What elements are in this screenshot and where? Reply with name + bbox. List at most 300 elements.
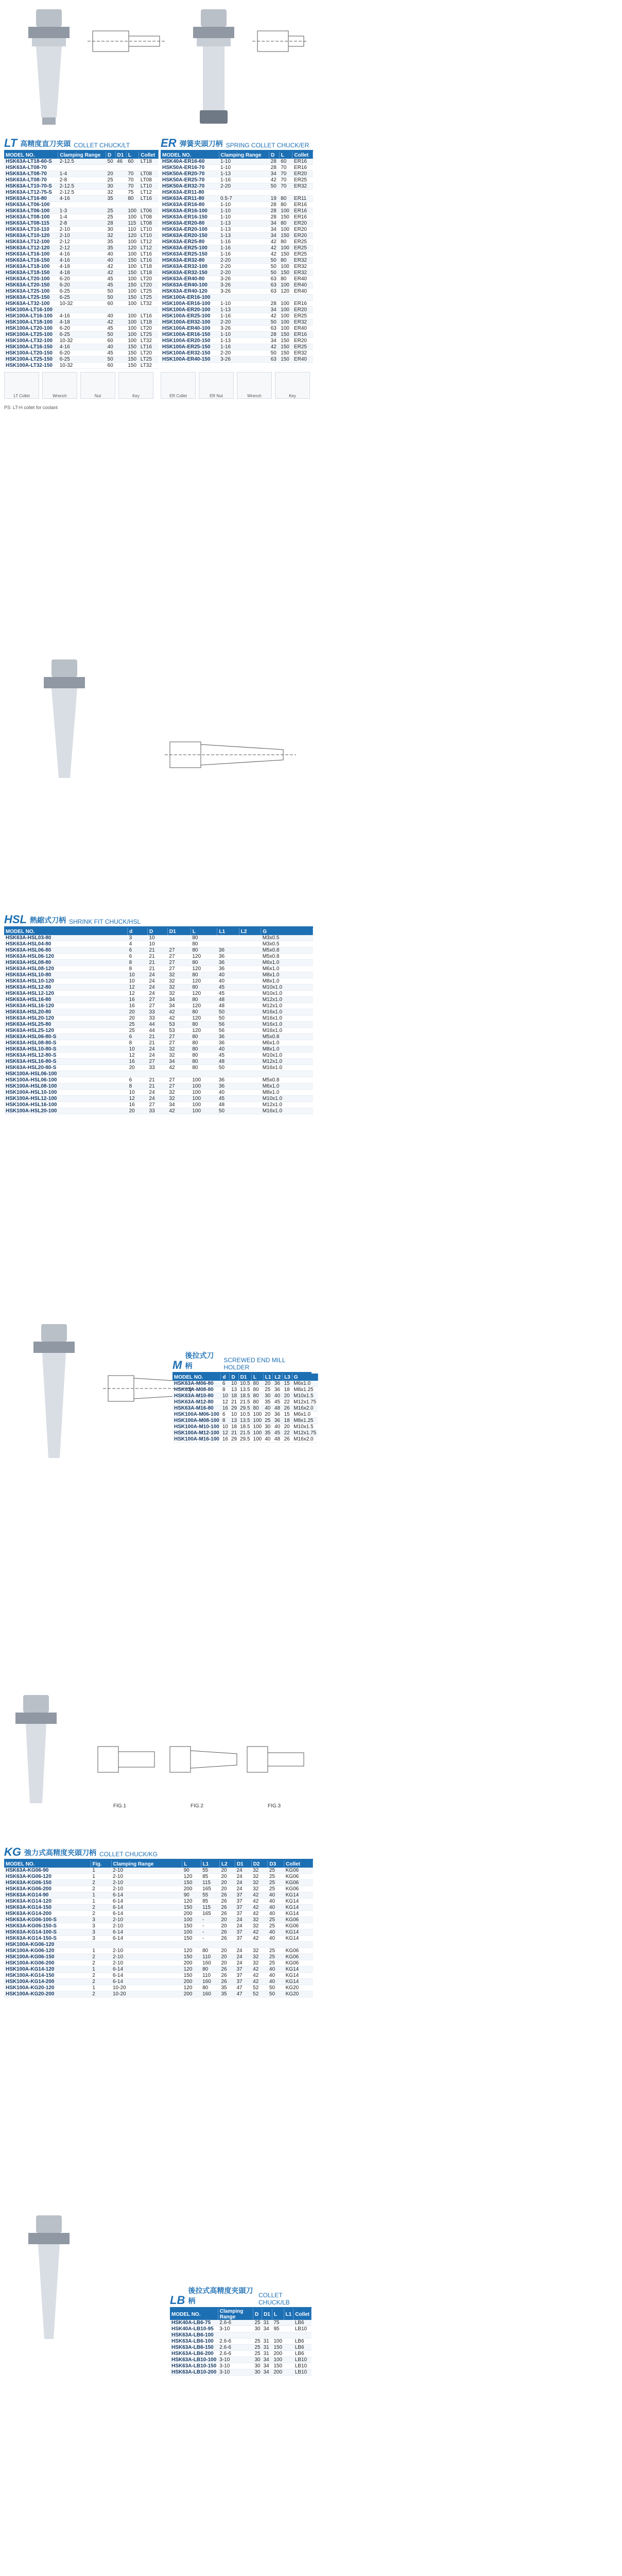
spec-cell: 20 bbox=[220, 1923, 235, 1929]
spec-cell: 6-25 bbox=[58, 295, 106, 301]
spec-cell: 100 bbox=[126, 301, 139, 307]
spec-cell: 6-14 bbox=[111, 1905, 182, 1911]
spec-cell: M3x0.5 bbox=[261, 941, 313, 947]
spec-cell: 63 bbox=[269, 289, 279, 295]
spec-cell: 95 bbox=[272, 2326, 284, 2332]
model-cell: HSK63A-LT08-115 bbox=[4, 221, 58, 227]
spec-cell: 36 bbox=[217, 1034, 239, 1040]
spec-cell: 28 bbox=[269, 165, 279, 171]
spec-cell: 21 bbox=[148, 966, 168, 972]
spec-cell: 1-13 bbox=[219, 338, 269, 344]
spec-cell: ER20 bbox=[292, 227, 313, 233]
spec-cell: M12x1.0 bbox=[261, 997, 313, 1003]
spec-cell: 75 bbox=[126, 190, 139, 196]
spec-cell: 16 bbox=[221, 1436, 230, 1443]
spec-cell: 42 bbox=[251, 1967, 268, 1973]
spec-cell: 32 bbox=[167, 978, 191, 985]
spec-cell: LB6 bbox=[293, 2351, 312, 2357]
spec-cell: 150 bbox=[126, 295, 139, 301]
spec-cell: 3 bbox=[91, 1917, 111, 1923]
spec-cell: 6 bbox=[128, 1034, 148, 1040]
spec-cell: 115 bbox=[201, 1880, 219, 1886]
spec-cell: 50 bbox=[217, 1015, 239, 1022]
model-cell: HSK63A-HSL06-80-S bbox=[4, 1034, 128, 1040]
column-header: L2 bbox=[273, 1374, 283, 1381]
spec-cell: 36 bbox=[273, 1418, 283, 1424]
spec-cell: M5x0.8 bbox=[261, 947, 313, 954]
table-row bbox=[170, 2363, 312, 2369]
spec-cell: 120 bbox=[191, 991, 217, 997]
spec-cell bbox=[292, 295, 313, 301]
spec-cell: 34 bbox=[262, 2326, 272, 2332]
spec-cell bbox=[115, 357, 126, 363]
kg-fig-drawings bbox=[93, 1721, 309, 1803]
spec-cell: 10.5 bbox=[238, 1381, 251, 1387]
table-row bbox=[4, 1065, 313, 1071]
spec-cell: 24 bbox=[148, 985, 168, 991]
spec-cell: 30 bbox=[253, 2363, 262, 2369]
column-header: d bbox=[221, 1374, 230, 1381]
table-row bbox=[4, 239, 159, 245]
model-cell: HSK63A-LB6-150 bbox=[170, 2345, 218, 2351]
table-row bbox=[4, 264, 159, 270]
table-row bbox=[161, 251, 313, 258]
spec-cell: 1-4 bbox=[58, 214, 106, 221]
spec-cell: 200 bbox=[272, 2351, 284, 2357]
table-row bbox=[4, 276, 159, 282]
spec-cell: 42 bbox=[251, 1911, 268, 1917]
model-cell: HSK100A-LT16-150 bbox=[4, 344, 58, 350]
table-row bbox=[161, 326, 313, 332]
spec-cell: LT16 bbox=[139, 313, 159, 319]
spec-cell: 25 bbox=[268, 1923, 284, 1929]
model-cell: HSK63A-HSL16-80 bbox=[4, 997, 128, 1003]
spec-cell: 1-10 bbox=[219, 165, 269, 171]
spec-cell: LB10 bbox=[293, 2357, 312, 2363]
spec-cell: 24 bbox=[148, 972, 168, 978]
spec-cell: M10x1.5 bbox=[292, 1393, 318, 1399]
table-row bbox=[4, 1886, 313, 1892]
table-row bbox=[161, 344, 313, 350]
spec-cell: 1 bbox=[91, 1948, 111, 1954]
spec-cell: LT16 bbox=[139, 196, 159, 202]
spec-cell: 120 bbox=[191, 954, 217, 960]
spec-cell: 25 bbox=[106, 214, 115, 221]
spec-cell: 34 bbox=[167, 1059, 191, 1065]
er-holder-image bbox=[185, 9, 242, 128]
spec-cell: 32 bbox=[251, 1954, 268, 1960]
spec-cell: 120 bbox=[191, 966, 217, 972]
spec-cell bbox=[106, 165, 115, 171]
model-cell: HSK100A-LT25-150 bbox=[4, 357, 58, 363]
m-table bbox=[172, 1374, 318, 1443]
spec-cell: KG06 bbox=[284, 1917, 313, 1923]
spec-cell: 2-10 bbox=[111, 1880, 182, 1886]
table-row bbox=[172, 1399, 318, 1405]
spec-cell: 42 bbox=[106, 264, 115, 270]
table-row bbox=[170, 2332, 312, 2338]
spec-cell: 34 bbox=[269, 227, 279, 233]
spec-cell: ER40 bbox=[292, 357, 313, 363]
model-cell: HSK63A-KG06-100-S bbox=[4, 1917, 91, 1923]
spec-cell: 27 bbox=[148, 1059, 168, 1065]
model-cell: HSK100A-ER25-150 bbox=[161, 344, 219, 350]
model-cell: HSK100A-KG14-200 bbox=[4, 1979, 91, 1985]
spec-cell: 50 bbox=[217, 1108, 239, 1114]
model-cell: HSK100A-ER40-100 bbox=[161, 326, 219, 332]
spec-cell: 27 bbox=[167, 1040, 191, 1046]
er-cn-title: 弹簧夹頭刀柄 bbox=[179, 140, 223, 148]
spec-cell: 2-20 bbox=[219, 183, 269, 190]
table-row bbox=[4, 978, 313, 985]
spec-cell: 25 bbox=[268, 1868, 284, 1874]
table-row bbox=[172, 1424, 318, 1430]
spec-cell: 85 bbox=[201, 1899, 219, 1905]
spec-cell: 32 bbox=[167, 1090, 191, 1096]
hsl-code: HSL bbox=[4, 913, 27, 926]
lt-cn-title: 高精度直刀夹頭 bbox=[20, 140, 71, 148]
spec-cell: 1-13 bbox=[219, 171, 269, 177]
spec-cell bbox=[115, 221, 126, 227]
spec-cell: M12x1.75 bbox=[292, 1399, 318, 1405]
table-row bbox=[172, 1418, 318, 1424]
model-cell: HSK63A-KG14-150 bbox=[4, 1905, 91, 1911]
spec-cell: KG14 bbox=[284, 1929, 313, 1936]
model-cell: HSK63A-ER16-150 bbox=[161, 214, 219, 221]
table-row bbox=[161, 245, 313, 251]
spec-cell: 20 bbox=[220, 1954, 235, 1960]
spec-cell: 44 bbox=[148, 1028, 168, 1034]
table-header-row bbox=[4, 928, 313, 935]
spec-cell: 110 bbox=[201, 1954, 219, 1960]
spec-cell: 100 bbox=[272, 2338, 284, 2345]
spec-cell bbox=[58, 307, 106, 313]
spec-cell: ER11 bbox=[292, 196, 313, 202]
spec-cell bbox=[239, 1096, 261, 1102]
spec-cell: 26 bbox=[220, 1979, 235, 1985]
spec-cell: 160 bbox=[201, 1991, 219, 1997]
table-row bbox=[4, 972, 313, 978]
spec-cell: M3x0.5 bbox=[261, 935, 313, 941]
spec-cell: 2-20 bbox=[219, 264, 269, 270]
model-cell: HSK63A-LT25-150 bbox=[4, 295, 58, 301]
spec-cell: 40 bbox=[268, 1892, 284, 1899]
table-row bbox=[4, 282, 159, 289]
spec-cell: 18 bbox=[230, 1424, 238, 1430]
model-cell: HSK63A-ER25-80 bbox=[161, 239, 219, 245]
spec-cell: 42 bbox=[269, 177, 279, 183]
spec-cell: 150 bbox=[279, 251, 292, 258]
spec-cell: 70 bbox=[126, 183, 139, 190]
spec-cell: 6-14 bbox=[111, 1892, 182, 1899]
spec-cell: 25 bbox=[268, 1880, 284, 1886]
spec-cell: 10 bbox=[148, 935, 168, 941]
spec-cell: 36 bbox=[273, 1381, 283, 1387]
spec-cell: M12x1.0 bbox=[261, 1102, 313, 1108]
spec-cell: 150 bbox=[279, 357, 292, 363]
model-cell: HSK100A-M06-100 bbox=[172, 1412, 221, 1418]
table-header-row bbox=[172, 1374, 318, 1381]
spec-cell: 29.5 bbox=[238, 1436, 251, 1443]
model-cell: HSK63A-LT16-150 bbox=[4, 258, 58, 264]
spec-cell: 100 bbox=[126, 276, 139, 282]
spec-cell bbox=[269, 190, 279, 196]
spec-cell bbox=[167, 1071, 191, 1077]
spec-cell: 13 bbox=[230, 1387, 238, 1393]
spec-cell: 12 bbox=[128, 985, 148, 991]
spec-cell bbox=[91, 1942, 111, 1948]
table-row bbox=[4, 245, 159, 251]
spec-cell: 27 bbox=[148, 997, 168, 1003]
spec-cell: 200 bbox=[182, 1886, 201, 1892]
spec-cell: 32 bbox=[167, 1096, 191, 1102]
spec-cell: 48 bbox=[217, 1102, 239, 1108]
spec-cell: 32 bbox=[251, 1917, 268, 1923]
spec-cell bbox=[182, 1942, 201, 1948]
spec-cell: 50 bbox=[269, 264, 279, 270]
spec-cell: LB6 bbox=[293, 2345, 312, 2351]
spec-cell: 24 bbox=[235, 1874, 251, 1880]
column-header: L1 bbox=[201, 1860, 219, 1868]
table-row bbox=[161, 282, 313, 289]
table-row bbox=[4, 326, 159, 332]
spec-cell: 50 bbox=[106, 159, 115, 165]
model-cell: HSK63A-ER20-150 bbox=[161, 233, 219, 239]
table-row bbox=[4, 1083, 313, 1090]
spec-cell: 42 bbox=[106, 319, 115, 326]
table-row bbox=[4, 1942, 313, 1948]
model-cell: HSK63A-HSL25-80 bbox=[4, 1022, 128, 1028]
spec-cell: 120 bbox=[182, 1874, 201, 1880]
column-header: MODEL NO. bbox=[4, 928, 128, 935]
spec-cell: M16x1.0 bbox=[261, 1015, 313, 1022]
spec-cell: 60 bbox=[106, 301, 115, 307]
table-row bbox=[4, 947, 313, 954]
model-cell: HSK63A-ER11-80 bbox=[161, 196, 219, 202]
spec-cell: 2-12.5 bbox=[58, 190, 106, 196]
spec-cell: 3-26 bbox=[219, 282, 269, 289]
spec-cell: ER16 bbox=[292, 332, 313, 338]
spec-cell: 45 bbox=[217, 985, 239, 991]
column-header: L1 bbox=[217, 928, 239, 935]
spec-cell: 150 bbox=[279, 344, 292, 350]
spec-cell: 42 bbox=[251, 1973, 268, 1979]
table-row bbox=[4, 960, 313, 966]
spec-cell: 2 bbox=[91, 1954, 111, 1960]
spec-cell: KG20 bbox=[284, 1985, 313, 1991]
spec-cell: ER40 bbox=[292, 289, 313, 295]
lb-cn-title: 後拉式高精度夹頭刀柄 bbox=[188, 2286, 253, 2305]
spec-cell: 32 bbox=[167, 1053, 191, 1059]
spec-cell: 1-10 bbox=[219, 208, 269, 214]
accessory-thumb bbox=[199, 372, 234, 399]
spec-cell: 55 bbox=[201, 1892, 219, 1899]
lb-header bbox=[170, 2286, 312, 2309]
table-row bbox=[172, 1381, 318, 1387]
fig-label: FIG.2 bbox=[191, 1803, 204, 1809]
spec-cell: 33 bbox=[148, 1065, 168, 1071]
spec-cell: 26 bbox=[220, 1911, 235, 1917]
lt-drawing bbox=[82, 15, 170, 129]
spec-cell bbox=[239, 1003, 261, 1009]
column-header: D3 bbox=[268, 1860, 284, 1868]
spec-cell: 28 bbox=[269, 214, 279, 221]
spec-cell: M16x1.0 bbox=[261, 1028, 313, 1034]
spec-cell bbox=[115, 319, 126, 326]
spec-cell: 40 bbox=[106, 251, 115, 258]
spec-cell bbox=[239, 985, 261, 991]
spec-cell: 37 bbox=[235, 1973, 251, 1979]
spec-cell: 24 bbox=[235, 1868, 251, 1874]
spec-cell: 6 bbox=[128, 954, 148, 960]
spec-cell: 50 bbox=[269, 350, 279, 357]
m-header bbox=[172, 1351, 312, 1374]
spec-cell: 100 bbox=[191, 1096, 217, 1102]
model-cell: HSK63A-LB10-150 bbox=[170, 2363, 218, 2369]
spec-cell: 6 bbox=[128, 947, 148, 954]
spec-cell: 37 bbox=[235, 1892, 251, 1899]
hsl-header bbox=[4, 914, 313, 928]
spec-cell: 34 bbox=[269, 233, 279, 239]
table-row bbox=[4, 190, 159, 196]
spec-cell: 42 bbox=[269, 245, 279, 251]
spec-cell: LT12 bbox=[139, 190, 159, 196]
spec-cell: 29.5 bbox=[238, 1405, 251, 1412]
spec-cell: 90 bbox=[182, 1868, 201, 1874]
spec-cell: - bbox=[201, 1923, 219, 1929]
model-cell: HSK63A-HSL12-80 bbox=[4, 985, 128, 991]
spec-cell: 80 bbox=[252, 1399, 264, 1405]
spec-cell: 18.5 bbox=[238, 1424, 251, 1430]
spec-cell: ER20 bbox=[292, 307, 313, 313]
spec-cell: 10 bbox=[128, 972, 148, 978]
spec-cell: ER40 bbox=[292, 282, 313, 289]
spec-cell: 27 bbox=[167, 960, 191, 966]
spec-cell: 2-12 bbox=[58, 245, 106, 251]
model-cell: HSK63A-HSL04-80 bbox=[4, 941, 128, 947]
spec-cell: LT18 bbox=[139, 264, 159, 270]
spec-cell bbox=[284, 2345, 293, 2351]
accessory-thumb bbox=[42, 372, 77, 399]
spec-cell: 45 bbox=[217, 991, 239, 997]
column-header: L1 bbox=[284, 2309, 293, 2320]
table-row bbox=[4, 1102, 313, 1108]
spec-cell: 48 bbox=[217, 1059, 239, 1065]
spec-cell: 42 bbox=[269, 313, 279, 319]
spec-cell: 80 bbox=[252, 1405, 264, 1412]
spec-cell: 20 bbox=[128, 1015, 148, 1022]
spec-cell: LT16 bbox=[139, 344, 159, 350]
table-row bbox=[4, 319, 159, 326]
spec-cell: 2-12 bbox=[58, 239, 106, 245]
spec-cell bbox=[201, 1942, 219, 1948]
spec-cell bbox=[284, 2357, 293, 2363]
spec-cell: - bbox=[201, 1929, 219, 1936]
lb-section bbox=[170, 2286, 312, 2376]
spec-cell: 26 bbox=[283, 1405, 292, 1412]
lb-holder-image bbox=[21, 2215, 77, 2344]
spec-cell: M16x1.0 bbox=[261, 1065, 313, 1071]
model-cell: HSK100A-M12-100 bbox=[172, 1430, 221, 1436]
spec-cell bbox=[284, 2369, 293, 2376]
spec-cell bbox=[239, 1046, 261, 1053]
spec-cell bbox=[268, 1942, 284, 1948]
table-header-row bbox=[170, 2309, 312, 2320]
spec-cell: KG06 bbox=[284, 1880, 313, 1886]
spec-cell: 2-20 bbox=[219, 319, 269, 326]
spec-cell: 120 bbox=[191, 1003, 217, 1009]
spec-cell: 70 bbox=[126, 171, 139, 177]
spec-cell: KG06 bbox=[284, 1923, 313, 1929]
spec-cell: 6-14 bbox=[111, 1929, 182, 1936]
spec-cell: 25 bbox=[106, 208, 115, 214]
spec-cell: LT20 bbox=[139, 326, 159, 332]
column-header: MODEL NO. bbox=[161, 151, 219, 159]
spec-cell: ER16 bbox=[292, 208, 313, 214]
spec-cell: 1 bbox=[91, 1892, 111, 1899]
spec-cell bbox=[217, 941, 239, 947]
spec-cell bbox=[239, 978, 261, 985]
spec-cell: 32 bbox=[251, 1874, 268, 1880]
spec-cell: 35 bbox=[106, 196, 115, 202]
spec-cell: 47 bbox=[235, 1985, 251, 1991]
spec-cell: 150 bbox=[126, 270, 139, 276]
spec-cell: 63 bbox=[269, 276, 279, 282]
model-cell: HSK63A-LT10-70-S bbox=[4, 183, 58, 190]
table-row bbox=[4, 183, 159, 190]
spec-cell bbox=[239, 1015, 261, 1022]
model-cell: HSK63A-HSL12-120 bbox=[4, 991, 128, 997]
spec-cell: 25 bbox=[253, 2351, 262, 2357]
spec-cell: 15 bbox=[283, 1381, 292, 1387]
spec-cell: 150 bbox=[126, 344, 139, 350]
spec-cell: 34 bbox=[167, 1003, 191, 1009]
spec-cell bbox=[115, 196, 126, 202]
spec-cell: 27 bbox=[167, 947, 191, 954]
spec-cell bbox=[293, 2332, 312, 2338]
table-row bbox=[161, 289, 313, 295]
spec-cell: 2-10 bbox=[58, 233, 106, 239]
model-cell: HSK63A-LT06-100 bbox=[4, 202, 58, 208]
spec-cell: 6-20 bbox=[58, 326, 106, 332]
spec-cell: KG14 bbox=[284, 1892, 313, 1899]
column-header: D2 bbox=[251, 1860, 268, 1868]
table-row bbox=[4, 1108, 313, 1114]
spec-cell: 35 bbox=[220, 1985, 235, 1991]
spec-cell: 45 bbox=[273, 1430, 283, 1436]
spec-cell: 1-13 bbox=[219, 227, 269, 233]
spec-cell: 25 bbox=[268, 1954, 284, 1960]
spec-cell: 36 bbox=[217, 960, 239, 966]
spec-cell bbox=[167, 941, 191, 947]
spec-cell: 2-10 bbox=[111, 1954, 182, 1960]
spec-cell bbox=[191, 1071, 217, 1077]
model-cell: HSK100A-ER20-100 bbox=[161, 307, 219, 313]
model-cell: HSK63A-LT20-150 bbox=[4, 282, 58, 289]
spec-cell: 25 bbox=[106, 177, 115, 183]
spec-cell: 33 bbox=[148, 1108, 168, 1114]
model-cell: HSK63A-ER16-80 bbox=[161, 202, 219, 208]
spec-cell: - bbox=[201, 1917, 219, 1923]
spec-cell: ER40 bbox=[292, 276, 313, 282]
column-header: D bbox=[230, 1374, 238, 1381]
spec-cell: M8x1.0 bbox=[261, 972, 313, 978]
column-header: L1 bbox=[263, 1374, 273, 1381]
spec-cell: M5x0.8 bbox=[261, 1077, 313, 1083]
model-cell: HSK63A-LT08-70 bbox=[4, 165, 58, 171]
table-row bbox=[161, 208, 313, 214]
m-holder-image bbox=[21, 1324, 93, 1468]
